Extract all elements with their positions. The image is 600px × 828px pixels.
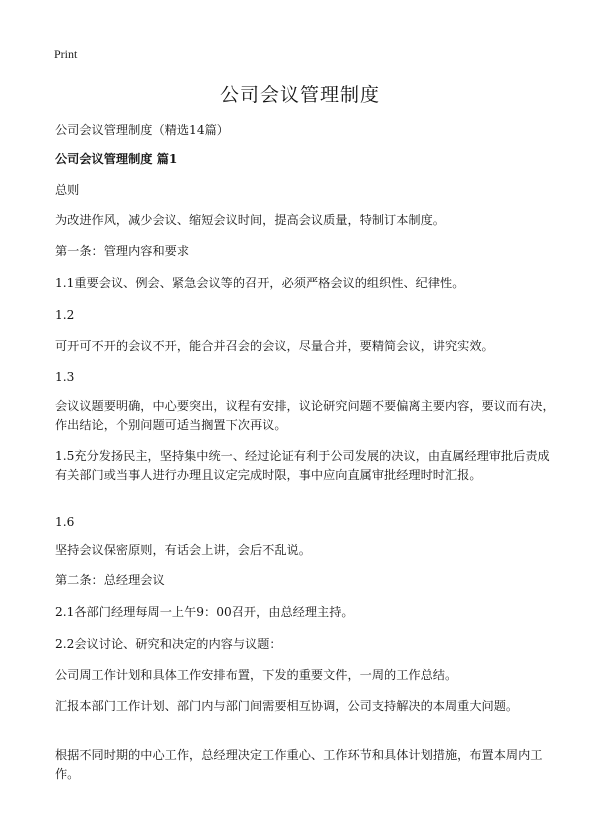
paragraph-article-1: 第一条：管理内容和要求 [55,244,190,258]
paragraph-department-report: 汇报本部门工作计划、部门内与部门间需要相互协调，公司支持解决的本周重大问题。 [55,699,519,713]
paragraph-weekly-plan: 公司周工作计划和具体工作安排布置，下发的重要文件，一周的工作总结。 [55,668,458,682]
paragraph-central-work: 根据不同时期的中心工作，总经理决定工作重心、工作环节和具体计划措施，布置本周内工作。 [55,748,543,781]
paragraph-general: 总则 [55,183,80,197]
paragraph-1-1: 1.1重要会议、例会、紧急会议等的召开，必须严格会议的组织性、纪律性。 [55,276,465,290]
paragraph-1-3-number: 1.3 [55,370,75,384]
paragraph-2-1: 2.1各部门经理每周一上午9：00召开，由总经理主持。 [55,605,354,619]
paragraph-1-5: 1.5充分发扬民主，坚持集中统一、经过论证有利于公司发展的决议，由直属经理审批后责成有关部门或当事人进行办理且议定完成时限，事中应向直属审批经理时时汇报。 [55,449,550,482]
paragraph-1-2-text: 可开可不开的会议不开，能合并召会的会议，尽量合并，要精简会议，讲究实效。 [55,339,494,353]
document-subtitle: 公司会议管理制度（精选14篇） [55,123,229,137]
paragraph-1-3-text: 会议议题要明确，中心要突出，议程有安排，议论研究问题不要偏离主要内容，要议而有决，作出结论，个别问题可适当搁置下次再议。 [55,399,555,432]
paragraph-2-2: 2.2会议讨论、研究和决定的内容与议题： [55,637,282,651]
page-title: 公司会议管理制度 [219,84,380,106]
paragraph-1-6-text: 坚持会议保密原则，有话会上讲，会后不乱说。 [55,543,311,557]
paragraph-intro: 为改进作风，减少会议、缩短会议时间，提高会议质量，特制订本制度。 [55,213,445,227]
section-heading: 公司会议管理制度 篇1 [55,152,178,166]
paragraph-1-6-number: 1.6 [55,515,75,529]
paragraph-1-2-number: 1.2 [55,308,75,322]
print-link[interactable]: Print [54,47,78,61]
paragraph-article-2: 第二条：总经理会议 [55,573,165,587]
